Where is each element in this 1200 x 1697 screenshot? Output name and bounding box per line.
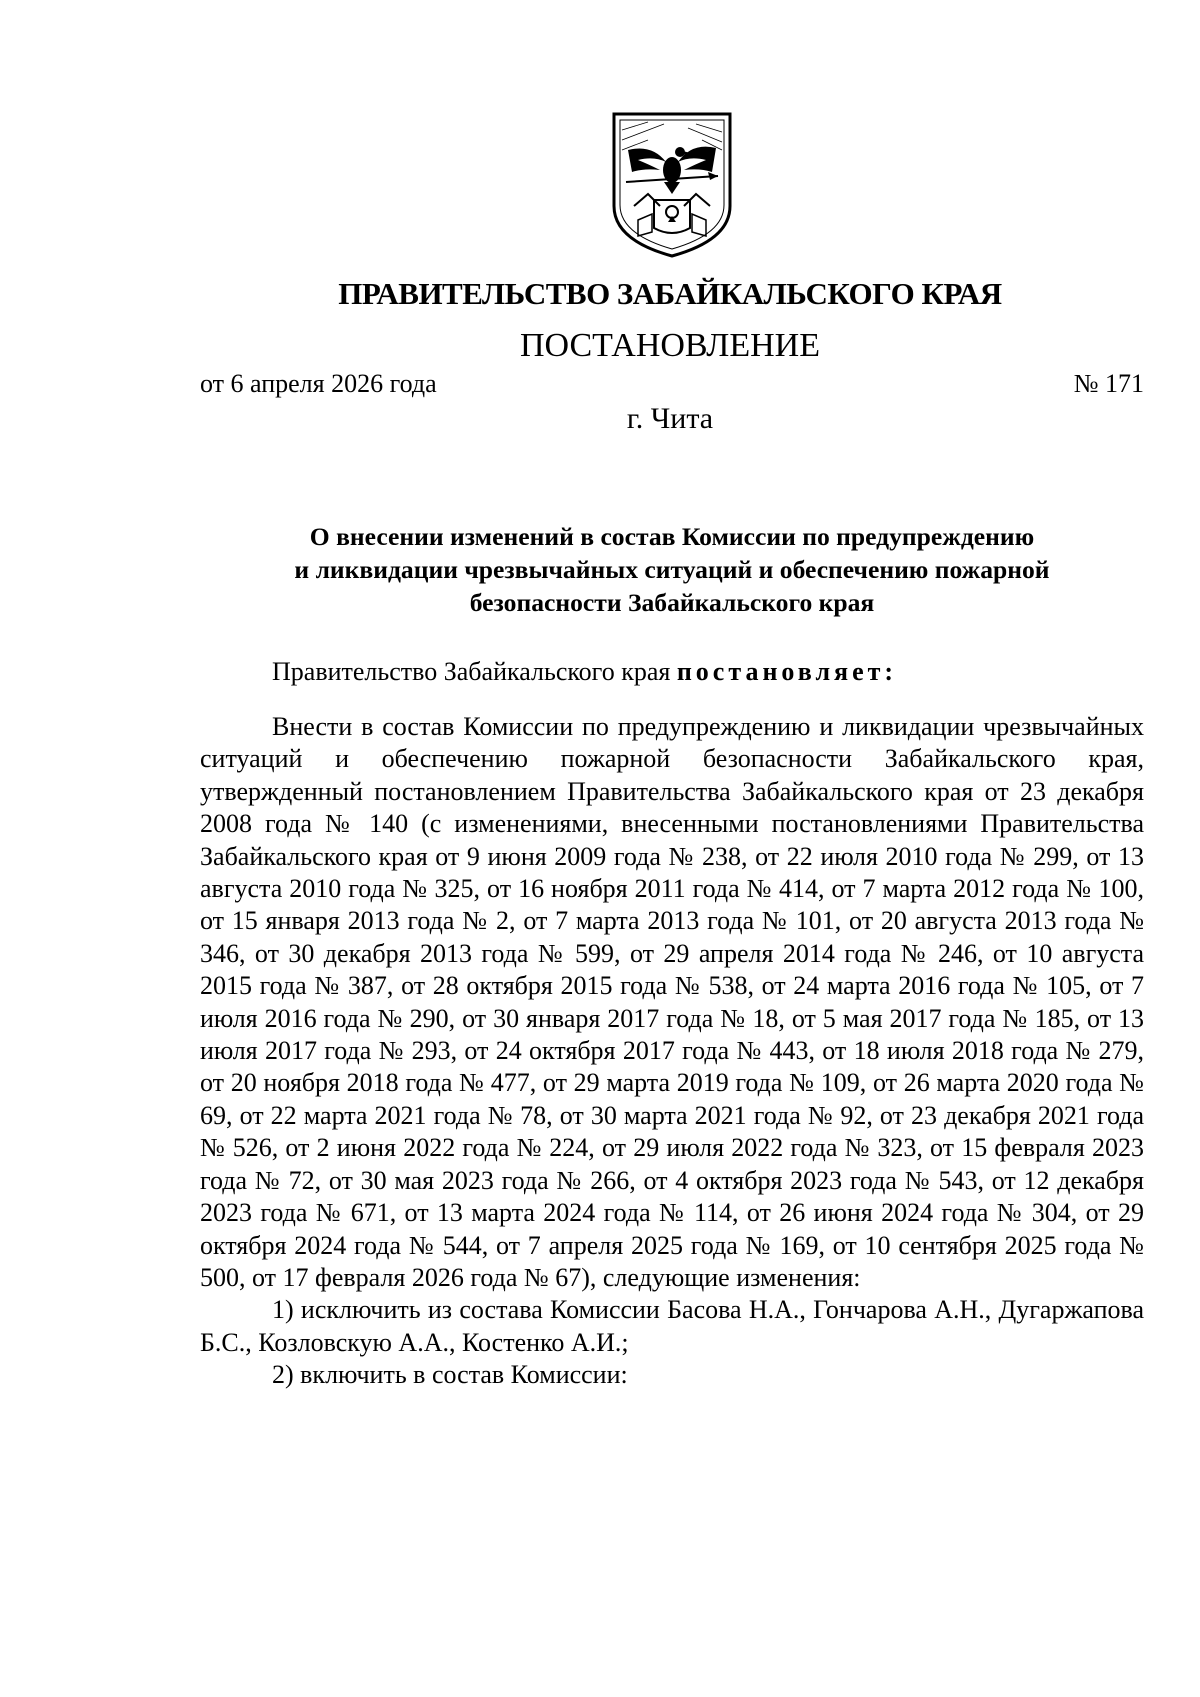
- coat-of-arms-icon: [608, 110, 736, 260]
- subject-line: О внесении изменений в состав Комиссии по предупреждению: [309, 522, 1035, 551]
- body-item: 2) включить в состав Комиссии:: [272, 1360, 628, 1390]
- preamble-text: Правительство Забайкальского края: [272, 657, 677, 686]
- subject-line: и ликвидации чрезвычайных ситуаций и обеспечению пожарной: [294, 555, 1050, 584]
- body-item: 1) исключить из состава Комиссии Басова Н.А., Гончарова А.Н., Дугаржапова Б.С., Козловскую А.А., Костенко А.И.;: [200, 1295, 1144, 1357]
- body-paragraph: Внести в состав Комиссии по предупреждению и ликвидации чрезвычайных ситуаций и обеспечению пожарной безопасности Забайкальского края, утвержденный постановлением Правительства Забайкальского края от 23 декабря 2008 года № 140 (с изменениями, внесенными постановлениями Правительства Забайкальского края от 9 июня 2009 года № 238, от 22 июля 2010 года № 299, от 13 августа 2010 года № 325, от 16 ноября 2011 года № 414, от 7 марта 2012 года № 100, от 15 января 2013 года № 2, от 7 марта 2013 года № 101, от 20 августа 2013 года № 346, от 30 декабря 2013 года № 599, от 29 апреля 2014 года № 246, от 10 августа 2015 года № 387, от 28 октября 2015 года № 538, от 24 марта 2016 года № 105, от 7 июля 2016 года № 290, от 30 января 2017 года № 18, от 5 мая 2017 года № 185, от 13 июля 2017 года № 293, от 24 октября 2017 года № 443, от 18 июля 2018 года № 279, от 20 ноября 2018 года № 477, от 29 марта 2019 года № 109, от 26 марта 2020 года № 69, от 22 марта 2021 года № 78, от 30 марта 2021 года № 92, от 23 декабря 2021 года № 526, от 2 июня 2022 года № 224, от 29 июля 2022 года № 323, от 15 февраля 2023 года № 72, от 30 мая 2023 года № 266, от 4 октября 2023 года № 543, от 12 декабря 2023 года № 671, от 13 марта 2024 года № 114, от 26 июня 2024 года № 304, от 29 октября 2024 года № 544, от 7 апреля 2025 года № 169, от 10 сентября 2025 года № 500, от 17 февраля 2026 года № 67), следующие изменения:: [200, 712, 1144, 1292]
- government-title: ПРАВИТЕЛЬСТВО ЗАБАЙКАЛЬСКОГО КРАЯ: [338, 276, 1002, 311]
- document-type: ПОСТАНОВЛЕНИЕ: [519, 327, 821, 364]
- preamble: [200, 655, 1144, 688]
- document-date: от 6 апреля 2026 года: [200, 369, 437, 398]
- document-subject: [200, 520, 1144, 619]
- subject-line: безопасности Забайкальского края: [469, 588, 875, 617]
- document-number: № 171: [1073, 369, 1144, 398]
- document-city: г. Чита: [626, 402, 714, 435]
- decree-word: постановляет:: [676, 657, 898, 686]
- document-body: [200, 711, 1144, 1392]
